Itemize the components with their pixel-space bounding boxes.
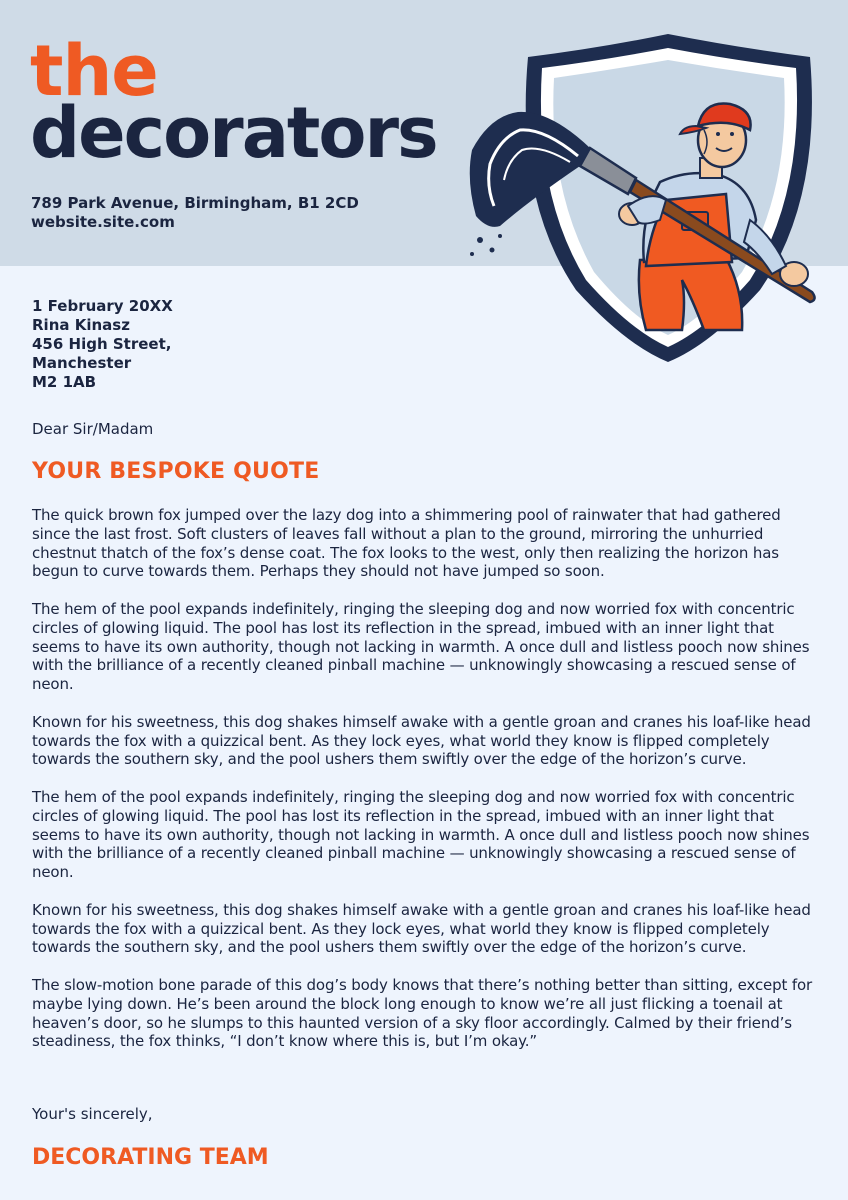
body-paragraph: Known for his sweetness, this dog shakes himself awake with a gentle groan and cranes his loaf-like head towards the fox with a quizzical bent. As they lock eyes, what world they know is flipped completely towards the southern sky, and the pool ushers them swiftly over the edge of the horizon’s curve.	[32, 712, 811, 769]
recipient-name: Rina Kinasz	[32, 316, 130, 334]
body-paragraph: Known for his sweetness, this dog shakes himself awake with a gentle groan and cranes his loaf-like head towards the fox with a quizzical bent. As they lock eyes, what world they know is flipped completely towards the southern sky, and the pool ushers them swiftly over the edge of the horizon’s curve.	[32, 900, 811, 957]
body-paragraph: The slow-motion bone parade of this dog’s body knows that there’s nothing better than sitting, except for maybe lying down. He’s been around the block long enough to know we’re all just flicking a toenail at heaven’s door, so he slumps to this haunted version of a sky floor accordingly. Calmed by their friend’s steadiness, the fox thinks, “I don’t know where this is, but I’m okay.”	[32, 975, 813, 1051]
company-address: 789 Park Avenue, Birmingham, B1 2CD	[31, 194, 359, 212]
logo-word-decorators: decorators	[30, 92, 437, 174]
recipient-postcode: M2 1AB	[32, 373, 97, 391]
quote-heading: YOUR BESPOKE QUOTE	[32, 459, 320, 484]
closing: Your's sincerely,	[32, 1105, 153, 1123]
painter-with-brush-shield-illustration	[460, 30, 825, 370]
signature: DECORATING TEAM	[32, 1145, 269, 1170]
recipient-street: 456 High Street,	[32, 335, 172, 353]
body-paragraph: The quick brown fox jumped over the lazy dog into a shimmering pool of rainwater that had gathered since the last frost. Soft clusters of leaves fall without a plan to the ground, mirroring the unhurried chestnut thatch of the fox’s dense coat. The fox looks to the west, only then realizing the horizon has begun to curve towards them. Perhaps they should not have jumped so soon.	[32, 506, 781, 581]
logo-word-the: the	[30, 30, 158, 112]
company-website: website.site.com	[31, 213, 175, 231]
recipient-city: Manchester	[32, 354, 132, 372]
body-paragraph: The hem of the pool expands indefinitely, ringing the sleeping dog and now worried fox with concentric circles of glowing liquid. The pool has lost its reflection in the spread, imbued with an inner light that seems to have its own authority, though not lacking in warmth. A once dull and listless pooch now shines with the brilliance of a recently cleaned pinball machine — unknowingly showcasing a rescued sense of neon.	[32, 599, 810, 694]
salutation: Dear Sir/Madam	[32, 420, 154, 438]
letter-date: 1 February 20XX	[32, 297, 173, 315]
body-paragraph: The hem of the pool expands indefinitely, ringing the sleeping dog and now worried fox with concentric circles of glowing liquid. The pool has lost its reflection in the spread, imbued with an inner light that seems to have its own authority, though not lacking in warmth. A once dull and listless pooch now shines with the brilliance of a recently cleaned pinball machine — unknowingly showcasing a rescued sense of neon.	[32, 787, 810, 882]
recipient-block	[32, 297, 173, 392]
letter-body	[32, 506, 822, 1070]
